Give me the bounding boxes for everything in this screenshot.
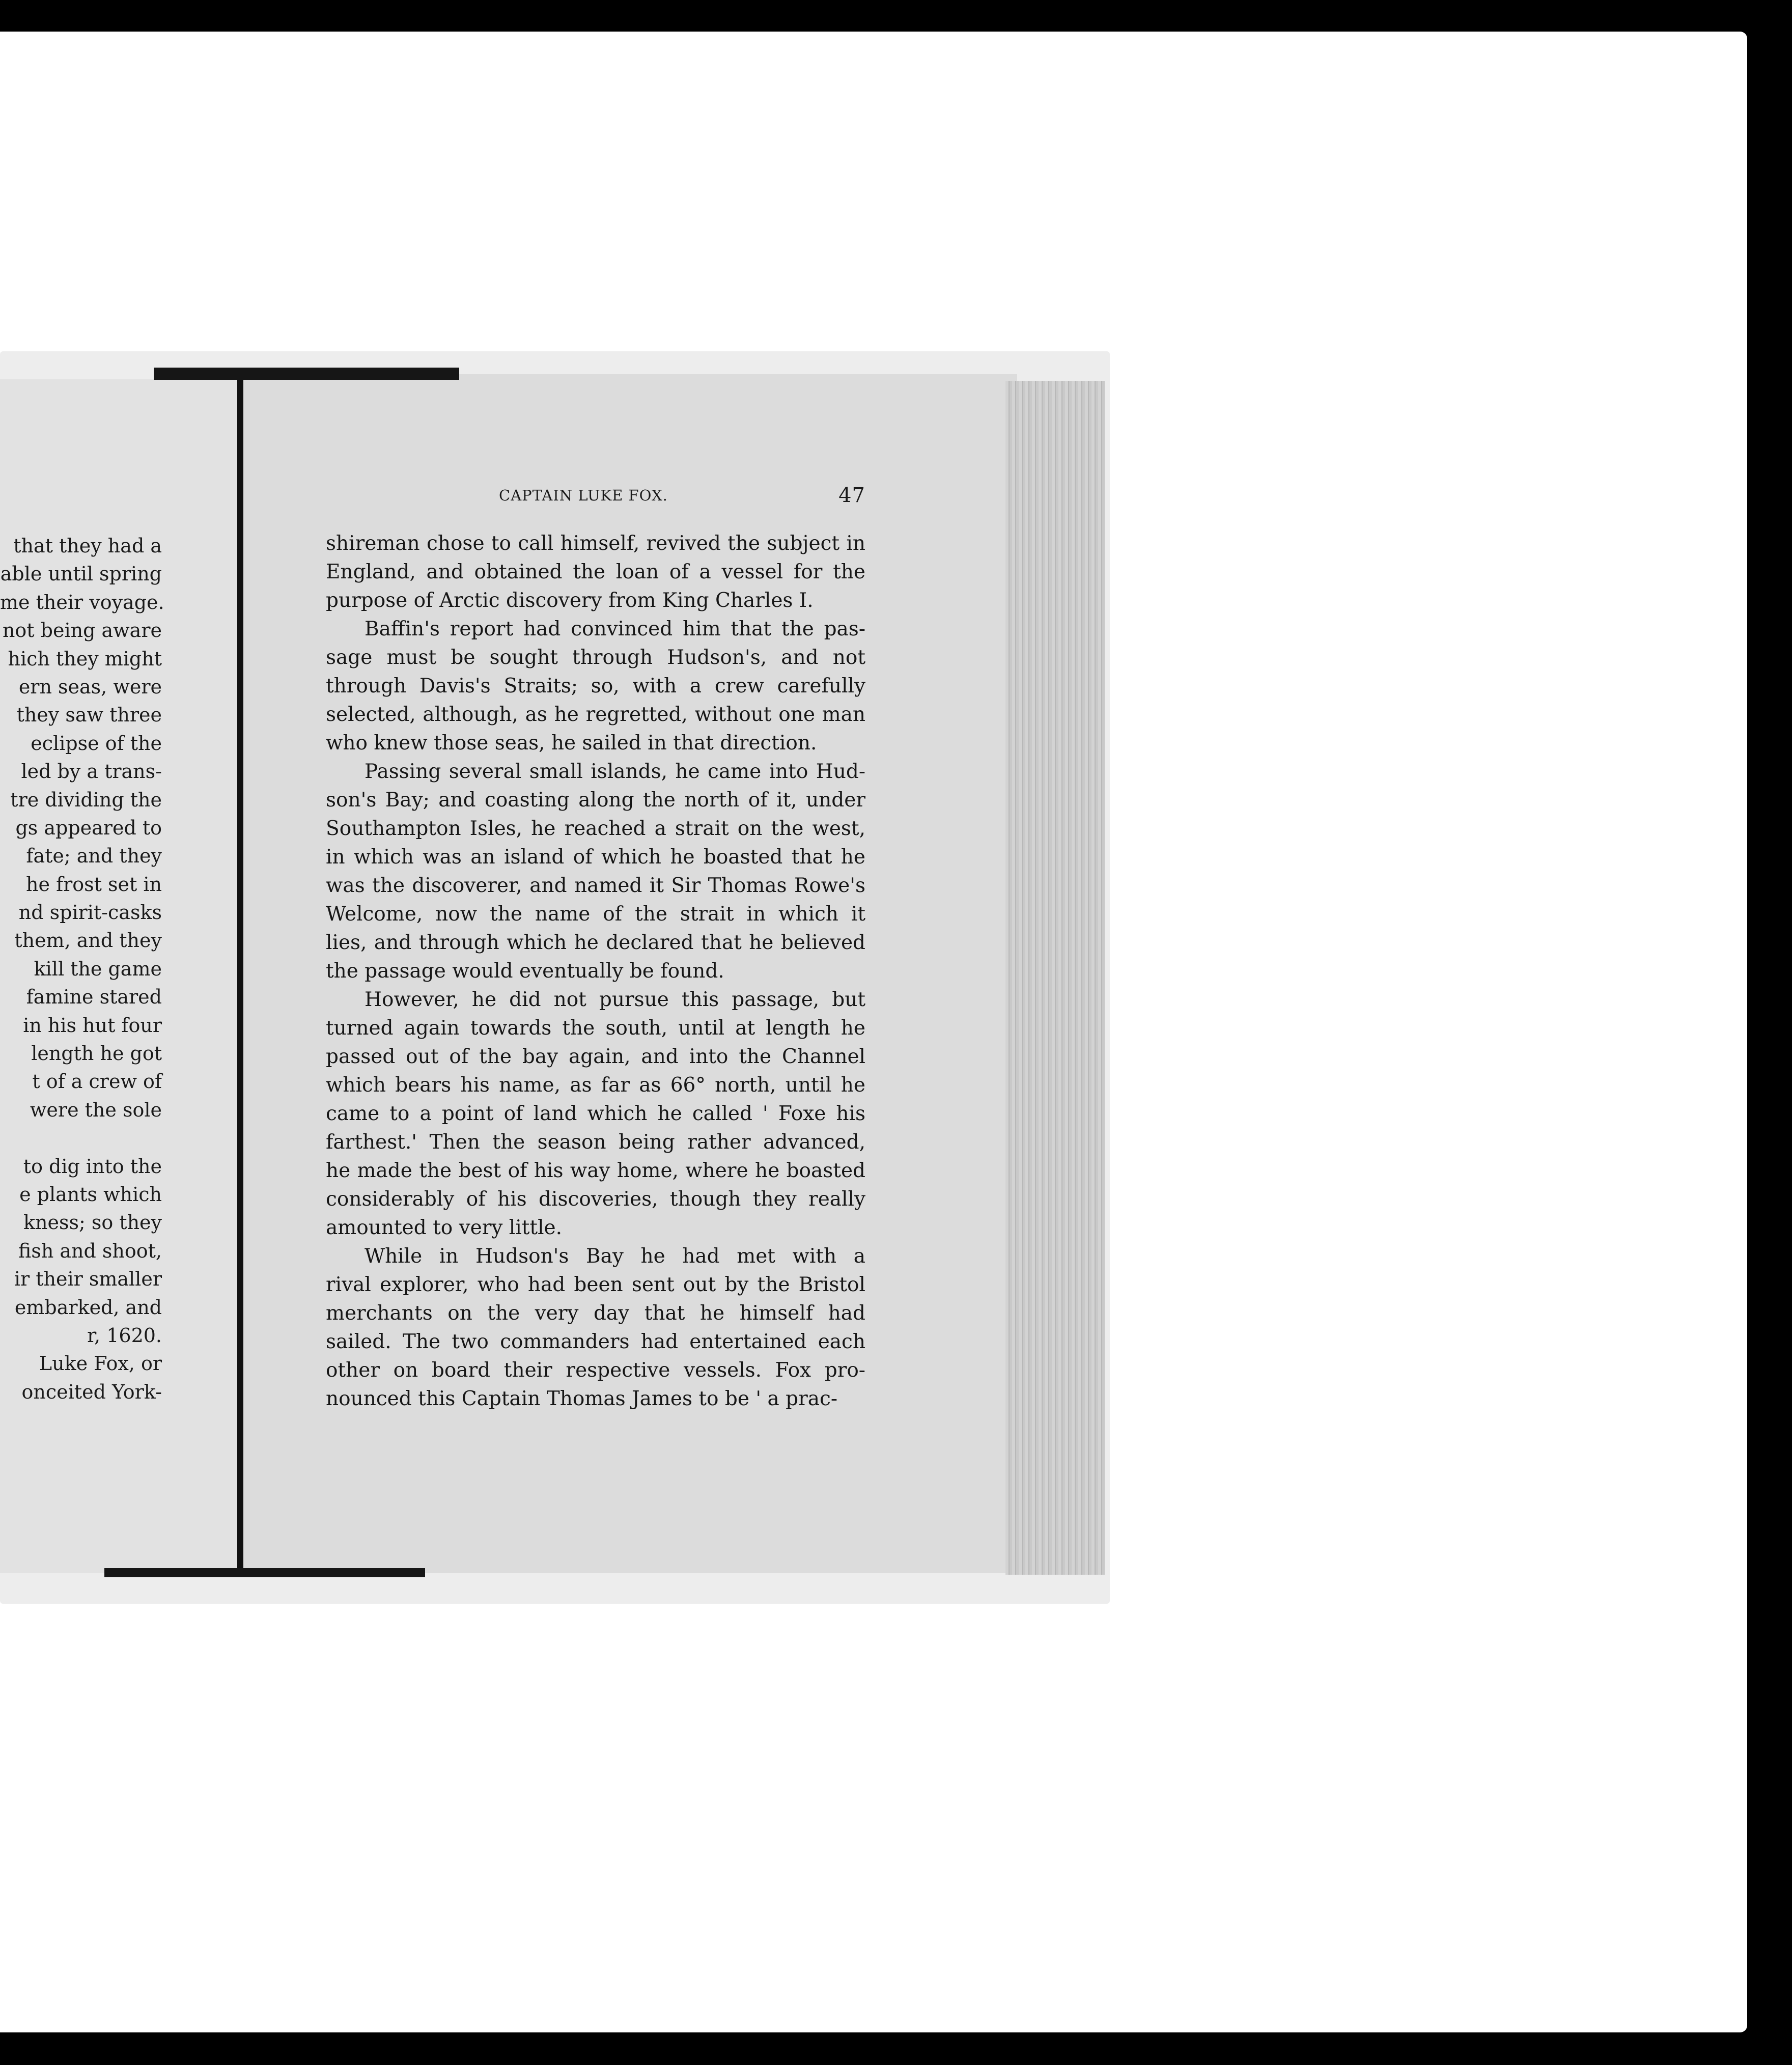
left-page-line: r, 1620. <box>87 1324 162 1347</box>
text-line: the passage would eventually be found. <box>326 960 724 983</box>
left-page-line: me their voyage. <box>0 591 164 613</box>
left-page-line: they saw three <box>16 704 162 727</box>
left-page-line: that they had a <box>13 535 162 557</box>
left-page-line: famine stared <box>26 986 162 1009</box>
text-line: Southampton Isles, he reached a strait on the west, <box>326 817 865 840</box>
left-page-line: were the sole <box>30 1098 162 1121</box>
paragraph <box>326 986 865 1242</box>
left-page-line: in his hut four <box>23 1014 162 1037</box>
text-line: Welcome, now the name of the strait in which it <box>326 903 865 926</box>
text-line: lies, and through which he declared that he believed <box>326 931 865 954</box>
text-line: rival explorer, who had been sent out by the Bristol <box>326 1273 865 1296</box>
left-page-line: able until spring <box>0 563 162 585</box>
text-line: came to a point of land which he called ' Foxe his <box>326 1102 865 1125</box>
left-page-line: kness; so they <box>23 1211 162 1234</box>
paragraph <box>326 529 865 615</box>
left-page-line: eclipse of the <box>31 732 162 755</box>
text-line: However, he did not pursue this passage, but <box>365 988 865 1011</box>
text-line: merchants on the very day that he himself had <box>326 1302 865 1325</box>
left-page-line: ern seas, were <box>18 675 162 698</box>
left-page-line: embarked, and <box>14 1296 162 1319</box>
left-page-line: e plants which <box>19 1183 162 1206</box>
text-line: nounced this Captain Thomas James to be ' a prac- <box>326 1387 838 1410</box>
left-page-line: kill the game <box>34 957 162 980</box>
text-line: who knew those seas, he sailed in that direction. <box>326 732 817 755</box>
left-page-line: hich they might <box>8 647 162 670</box>
text-line: in which was an island of which he boasted that he <box>326 846 865 869</box>
left-page-line: he frost set in <box>26 873 162 896</box>
left-page-line: fate; and they <box>26 845 162 868</box>
book-gutter <box>237 378 243 1574</box>
left-page-line: t of a crew of <box>32 1070 162 1093</box>
text-line: England, and obtained the loan of a vessel for the <box>326 561 865 583</box>
running-header <box>499 484 865 509</box>
left-page-line: nd spirit-casks <box>18 901 162 924</box>
left-page-line: tre dividing the <box>10 788 162 811</box>
left-page-line: length he got <box>31 1042 162 1065</box>
text-line: which bears his name, as far as 66° north, until he <box>326 1074 865 1097</box>
left-page-line: them, and they <box>14 929 162 952</box>
left-page-line: onceited York- <box>21 1380 162 1403</box>
text-line: other on board their respective vessels. Fox pro- <box>326 1359 865 1382</box>
text-line: he made the best of his way home, where he boasted <box>326 1159 865 1182</box>
text-line: turned again towards the south, until at length he <box>326 1017 865 1040</box>
left-page-line: led by a trans- <box>21 760 162 783</box>
text-line: While in Hudson's Bay he had met with a <box>365 1245 865 1268</box>
text-line: sage must be sought through Hudson's, and not <box>326 646 865 669</box>
text-line: Passing several small islands, he came into Hud- <box>365 760 865 783</box>
left-page-line: to dig into the <box>23 1155 162 1178</box>
paragraph <box>326 758 865 986</box>
text-line: sailed. The two commanders had entertained each <box>326 1330 865 1353</box>
text-line: Baffin's report had convinced him that the pas- <box>365 618 865 640</box>
text-line: amounted to very little. <box>326 1216 563 1239</box>
text-line: selected, although, as he regretted, without one man <box>326 703 865 726</box>
left-page-line: not being aware <box>2 619 162 642</box>
text-line: was the discoverer, and named it Sir Thomas Rowe's <box>326 874 865 897</box>
left-page-line <box>0 1124 162 1152</box>
running-head-title: CAPTAIN LUKE FOX. <box>499 487 668 504</box>
text-line: purpose of Arctic discovery from King Charles I. <box>326 589 814 612</box>
left-page-line: ir their smaller <box>14 1268 162 1291</box>
text-line: considerably of his discoveries, though they really <box>326 1188 865 1211</box>
page-clamp-bottom <box>104 1568 425 1577</box>
text-line: shireman chose to call himself, revived the subject in <box>326 532 865 555</box>
left-page-line: fish and shoot, <box>18 1239 162 1262</box>
page-edges <box>1005 381 1105 1575</box>
left-page-line: gs appeared to <box>15 816 162 839</box>
paragraph <box>326 615 865 758</box>
text-line: through Davis's Straits; so, with a crew carefully <box>326 675 865 697</box>
page-clamp-top <box>154 368 459 380</box>
text-line: farthest.' Then the season being rather advanced, <box>326 1131 865 1154</box>
right-page-text <box>326 529 865 1413</box>
scan-border-bottom <box>0 2032 1792 2065</box>
text-line: passed out of the bay again, and into the Channel <box>326 1045 865 1068</box>
left-page-text <box>0 532 162 1406</box>
paragraph <box>326 1242 865 1413</box>
page-number: 47 <box>838 484 865 507</box>
text-line: son's Bay; and coasting along the north of it, under <box>326 789 865 812</box>
left-page-line: Luke Fox, or <box>39 1352 162 1375</box>
